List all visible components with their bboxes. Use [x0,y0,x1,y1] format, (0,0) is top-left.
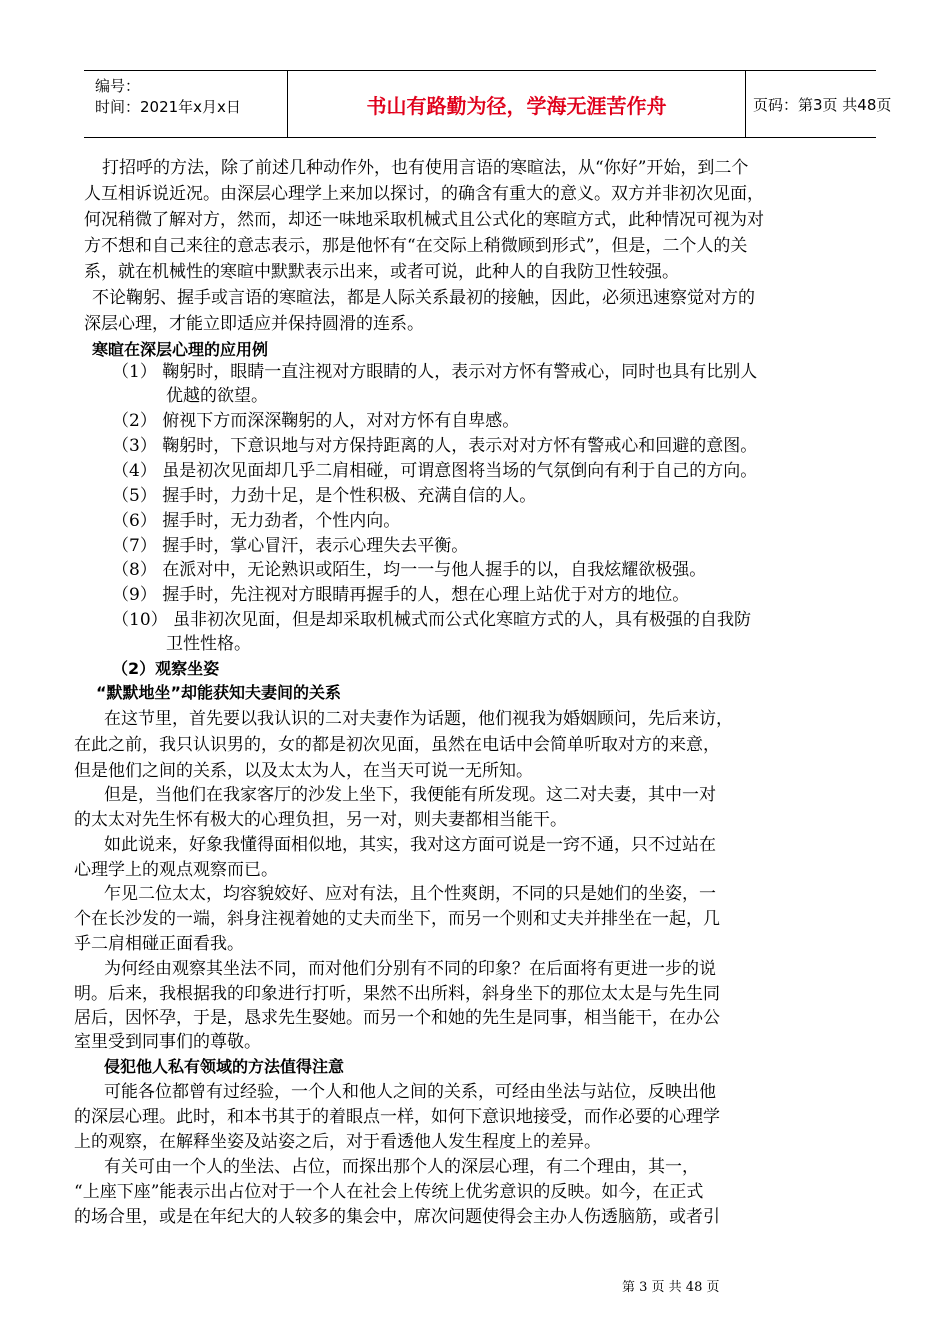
list-item: （1） 鞠躬时，眼睛一直注视对方眼睛的人，表示对方怀有警戒心，同时也具有比别人 [112,362,758,382]
body-line: 明。后来，我根据我的印象进行打听，果然不出所料，斜身坐下的那位太太是与先生同 [74,984,720,1004]
body-line: 有关可由一个人的坐法、占位，而探出那个人的深层心理，有二个理由，其一， [104,1157,699,1177]
body-line: 的深层心理。此时，和本书其于的着眼点一样，如何下意识地接受，而作必要的心理学 [74,1107,720,1127]
list-item: （7） 握手时，掌心冒汗，表示心理失去平衡。 [112,536,469,556]
body-line: 可能各位都曾有过经验，一个人和他人之间的关系，可经由坐法与站位，反映出他 [104,1082,716,1102]
body-line: 的太太对先生怀有极大的心理负担，另一对，则夫妻都相当能干。 [74,810,567,830]
body-line: 为何经由观察其坐法不同，而对他们分别有不同的印象？在后面将有更进一步的说 [104,959,716,979]
body-line: “上座下座”能表示出占位对于一个人在社会上传统上优劣意识的反映。如今，在正式 [74,1182,704,1202]
body-line: 在这节里，首先要以我认识的二对夫妻作为话题，他们视我为婚姻顾问，先后来访， [104,709,733,729]
body-line: 乎二肩相碰正面看我。 [74,934,244,954]
list-item: （8） 在派对中，无论熟识或陌生，均一一与他人握手的以，自我炫耀欲极强。 [112,560,707,580]
list-item: （4） 虽是初次见面却几乎二肩相碰，可谓意图将当场的气氛倒向有利于自己的方向。 [112,461,758,481]
body-line: 个在长沙发的一端，斜身注视着她的丈夫而坐下，而另一个则和丈夫并排坐在一起，几 [74,909,720,929]
header-table [84,70,892,138]
body-line: 在此之前，我只认识男的，女的都是初次见面，虽然在电话中会简单听取对方的来意， [74,735,720,755]
body-line: 但是他们之间的关系，以及太太为人，在当天可说一无所知。 [74,761,533,781]
page-label: 页码：第3页 共48页 [753,95,892,114]
body-line: 的场合里，或是在年纪大的人较多的集会中，席次问题使得会主办人伤透脑筋，或者引 [74,1207,720,1227]
body-line: 方不想和自己来往的意志表示，那是他怀有“在交际上稍微顾到形式”，但是，二个人的关 [84,236,748,256]
body-line: 不论鞠躬、握手或言语的寒暄法，都是人际关系最初的接触，因此，必须迅速察觉对方的 [92,288,755,308]
body-line: 乍见二位太太，均容貌姣好、应对有法，且个性爽朗，不同的只是她们的坐姿，一 [104,884,716,904]
body-line: 系，就在机械性的寒暄中默默表示出来，或者可说，此种人的自我防卫性较强。 [84,262,679,282]
body-line: 深层心理，才能立即适应并保持圆滑的连系。 [84,314,424,334]
list-item: （10） 虽非初次见面，但是却采取机械式而公式化寒暄方式的人，具有极强的自我防 [112,610,752,630]
list-item-continuation: 卫性性格。 [166,634,251,654]
section-heading: “默默地坐”却能获知夫妻间的关系 [96,683,342,702]
body-line: 心理学上的观点观察而已。 [74,860,278,880]
page-footer: 第 3 页 共 48 页 [622,1280,720,1295]
body-line: 居后，因怀孕，于是，恳求先生娶她。而另一个和她的先生是同事，相当能干，在办公 [74,1008,720,1028]
body-line: 何况稍微了解对方，然而，却还一味地采取机械式且公式化的寒暄方式，此种情况可视为对 [84,210,764,230]
list-item: （9） 握手时，先注视对方眼睛再握手的人，想在心理上站优于对方的地位。 [112,585,690,605]
date-label: 时间：2021年x月x日 [95,98,241,116]
section-heading: 寒暄在深层心理的应用例 [92,340,269,359]
body-line: 人互相诉说近况。由深层心理学上来加以探讨，的确含有重大的意义。双方并非初次见面， [84,184,764,204]
section-heading: 侵犯他人私有领域的方法值得注意 [104,1057,345,1076]
section-heading: （2）观察坐姿 [112,659,220,678]
list-item-continuation: 优越的欲望。 [166,386,268,406]
body-line: 但是，当他们在我家客厅的沙发上坐下，我便能有所发现。这二对夫妻，其中一对 [104,785,716,805]
list-item: （3） 鞠躬时，下意识地与对方保持距离的人，表示对对方怀有警戒心和回避的意图。 [112,436,758,456]
body-line: 上的观察，在解释坐姿及站姿之后，对于看透他人发生程度上的差异。 [74,1132,601,1152]
list-item: （2） 俯视下方而深深鞠躬的人，对对方怀有自卑感。 [112,411,520,431]
list-item: （6） 握手时，无力劲者，个性内向。 [112,511,401,531]
list-item: （5） 握手时，力劲十足，是个性积极、充满自信的人。 [112,486,537,506]
body-line: 打招呼的方法，除了前述几种动作外，也有使用言语的寒暄法，从“你好”开始，到二个 [102,158,749,178]
body-line: 如此说来，好象我懂得面相似地，其实，我对这方面可说是一窍不通，只不过站在 [104,835,716,855]
header-info-cell [84,71,287,137]
serial-label: 编号： [95,77,141,95]
body-line: 室里受到同事们的尊敬。 [74,1032,261,1052]
motto: 书山有路勤为径，学海无涯苦作舟 [287,71,746,137]
